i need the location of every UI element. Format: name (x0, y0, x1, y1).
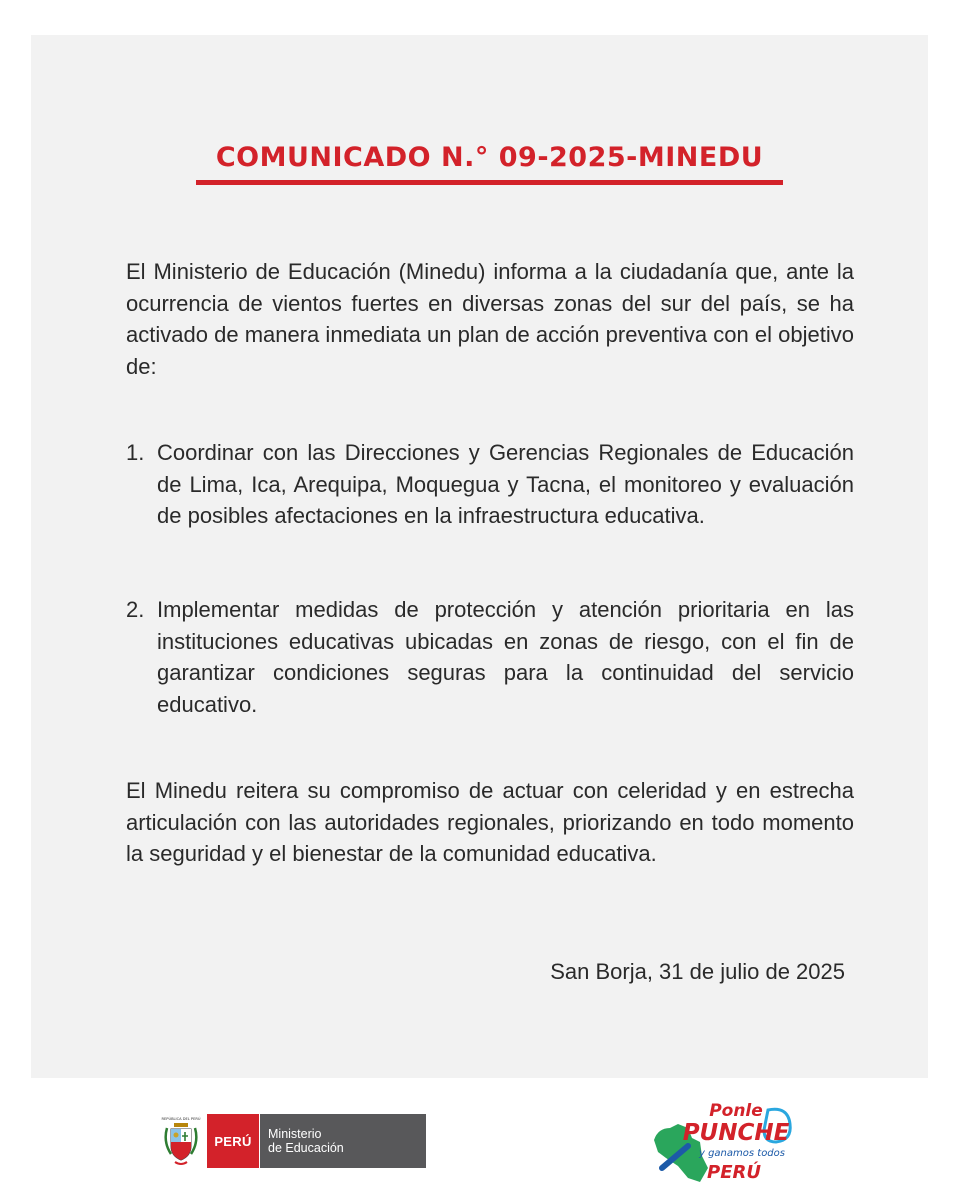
campaign-line-2: PUNCHE (682, 1120, 790, 1146)
crest-caption: REPÚBLICA DEL PERÚ (161, 1117, 201, 1121)
ponle-punche-logo (648, 1098, 794, 1186)
ministry-logo (161, 1114, 426, 1168)
closing-paragraph: El Minedu reitera su compromiso de actuar con celeridad y en estrecha articulación con las autoridades regionales, priorizando en todo momento la seguridad y el bienestar de la comunidad educativa. (126, 778, 854, 867)
list-number: 2. (126, 597, 145, 622)
page-title: COMUNICADO N.° 09-2025-MINEDU (215, 142, 764, 173)
campaign-line-1: Ponle (709, 1101, 763, 1121)
intro-paragraph: El Ministerio de Educación (Minedu) informa a la ciudadanía que, ante la ocurrencia de vientos fuertes en diversas zonas del sur del país, se ha activado de manera inmediata un plan de acción preventiva con el objetivo de: (126, 259, 854, 380)
list-number: 1. (126, 440, 145, 465)
document-card (31, 35, 928, 1078)
list-text: Coordinar con las Direcciones y Gerencias Regionales de Educación de Lima, Ica, Arequipa, Moquegua y Tacna, el monitoreo y evaluación de posibles afectaciones en la infraestructura educativa. (157, 440, 854, 529)
campaign-line-4: PERÚ (707, 1162, 761, 1183)
ministry-line-1: Ministerio (268, 1127, 322, 1141)
peru-label: PERÚ (207, 1114, 259, 1168)
title-block (196, 140, 783, 176)
list-text: Implementar medidas de protección y atención prioritaria en las instituciones educativas ubicadas en zonas de riesgo, con el fin de garantizar condiciones seguras para la continuidad del servicio educativo. (157, 597, 854, 718)
title-underline (196, 180, 783, 185)
ministry-line-2: de Educación (268, 1141, 344, 1155)
list-item (126, 594, 854, 721)
signature-date: San Borja, 31 de julio de 2025 (550, 959, 845, 984)
ministry-name (259, 1114, 426, 1168)
campaign-line-3: y ganamos todos (698, 1148, 786, 1159)
list-item (126, 437, 854, 532)
coat-of-arms-icon (161, 1114, 201, 1168)
